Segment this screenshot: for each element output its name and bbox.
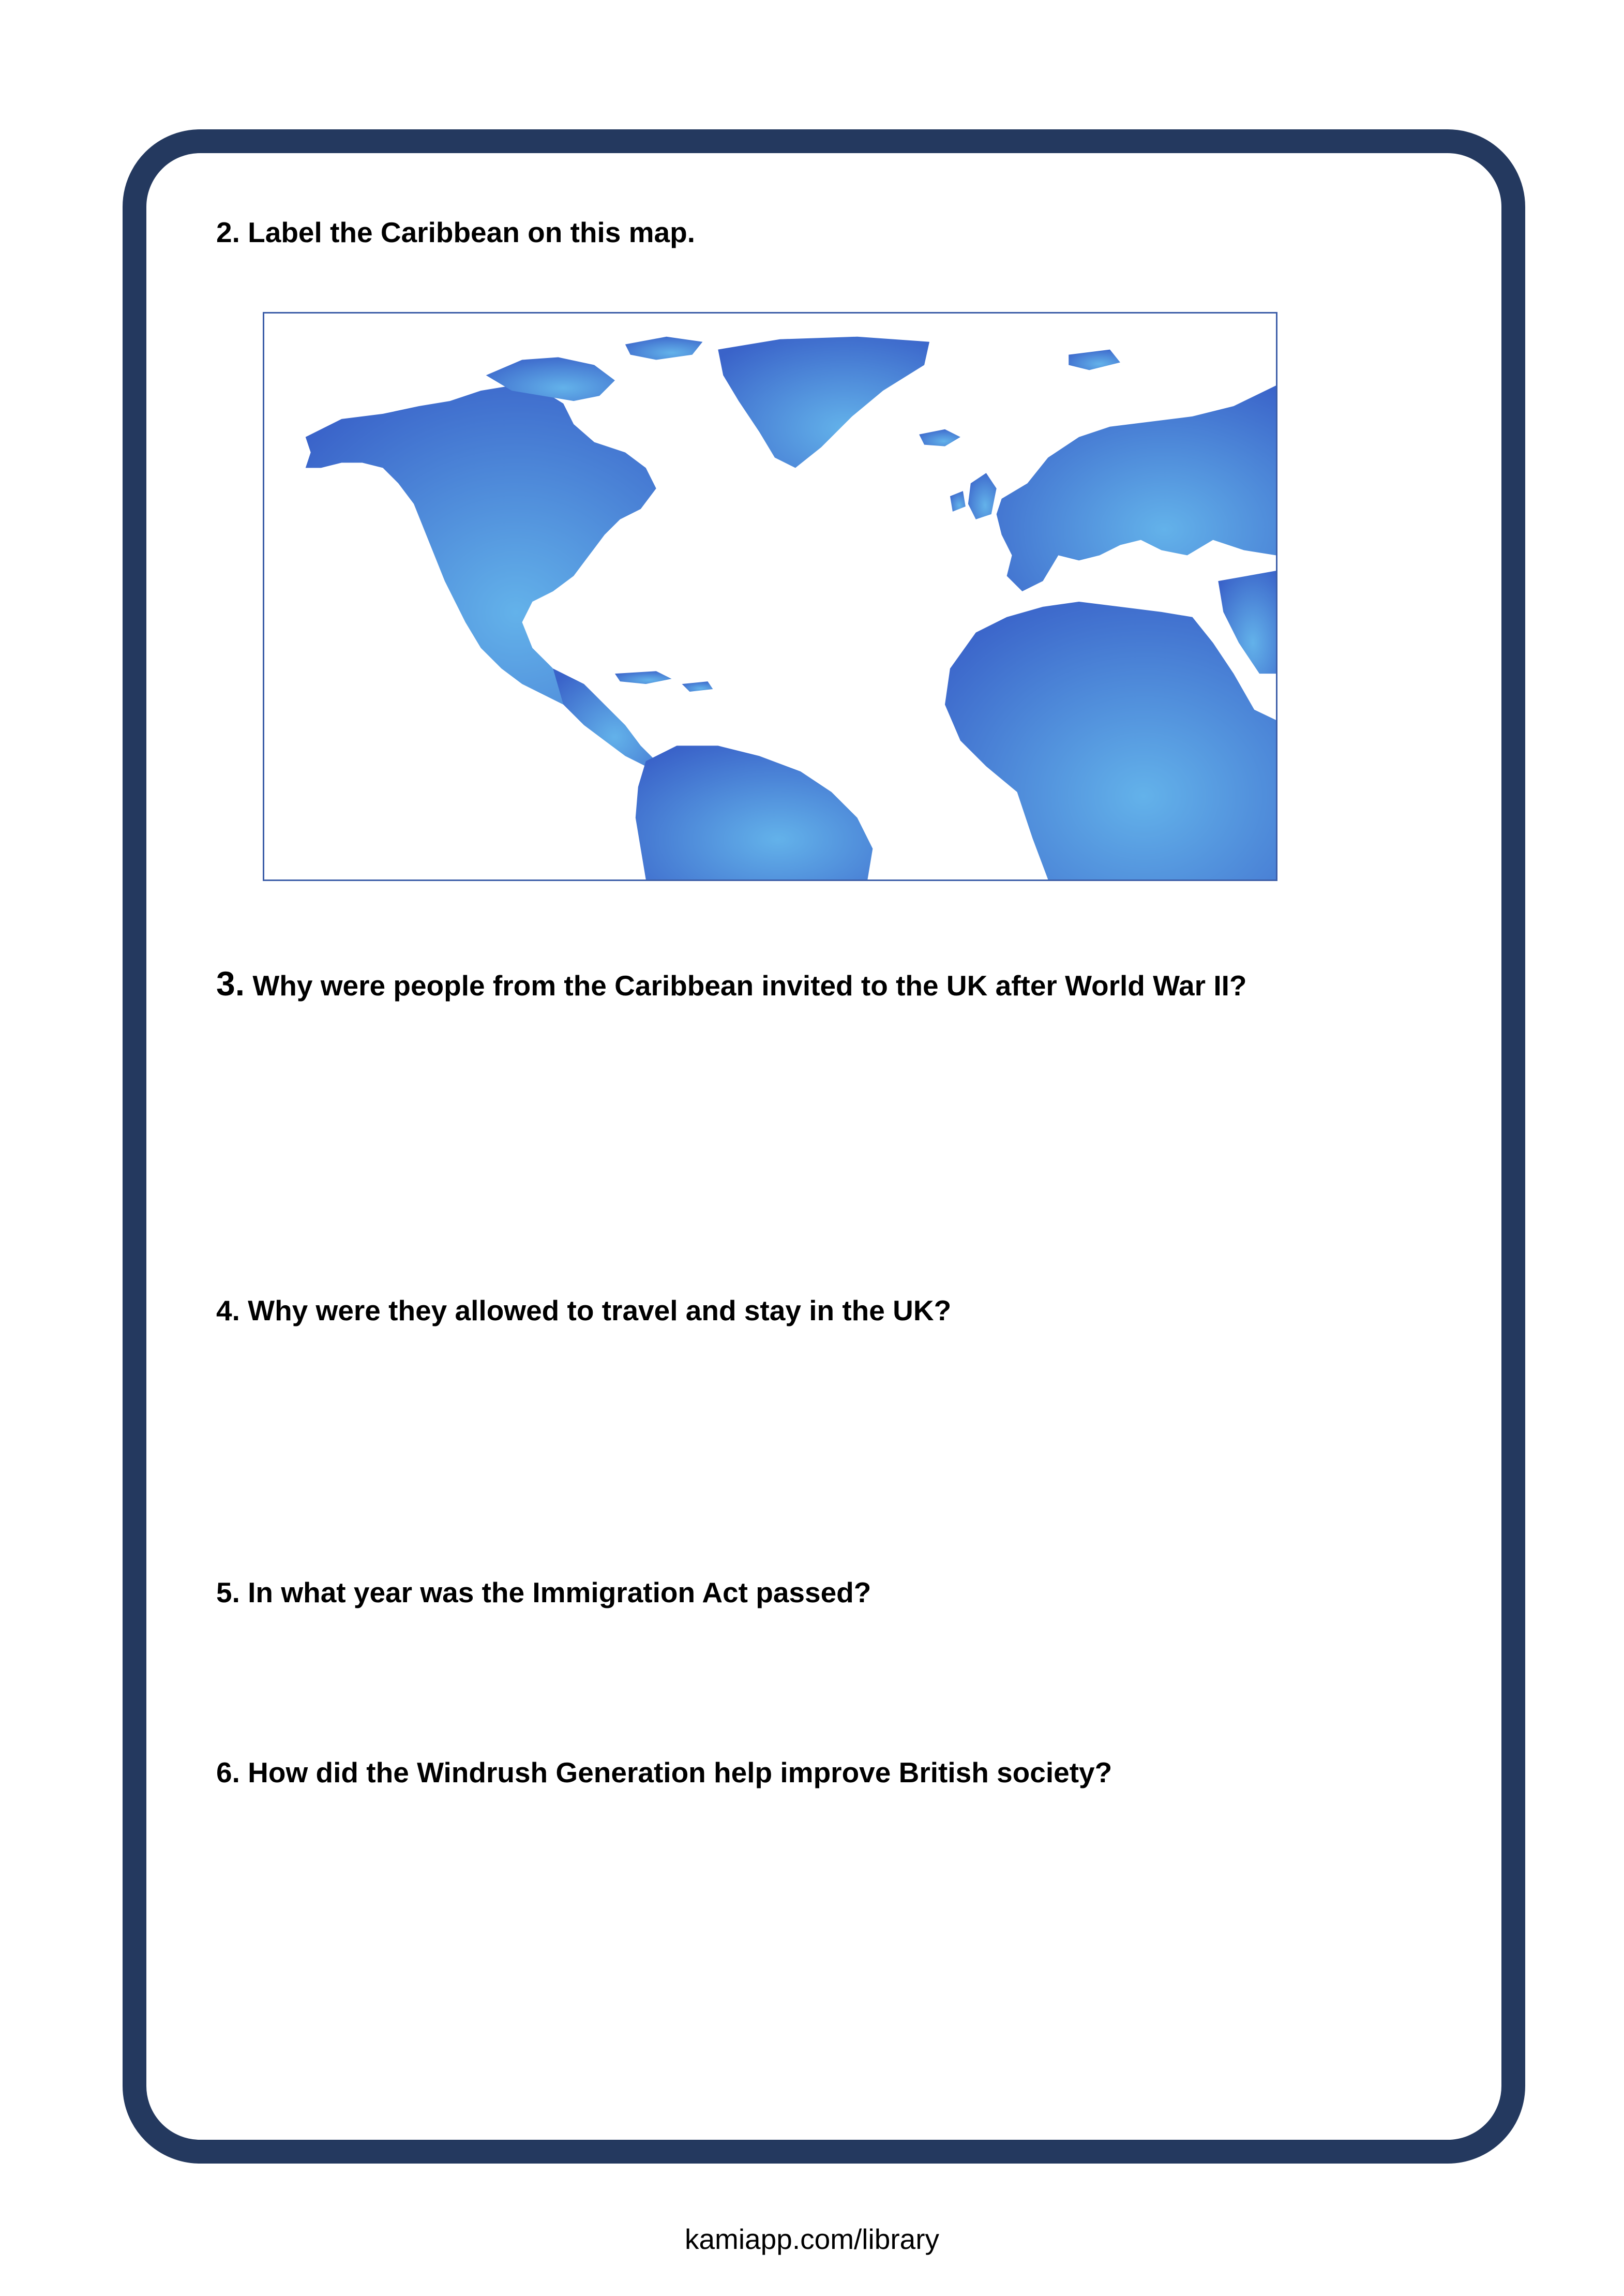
question-4 <box>216 1293 951 1328</box>
iceland-landmass <box>919 429 960 446</box>
question-2-number: 2. <box>216 216 240 248</box>
question-3-number: 3. <box>216 964 245 1003</box>
question-3 <box>216 963 1246 1004</box>
question-3-text: Why were people from the Caribbean invited to the UK after World War II? <box>245 970 1247 1002</box>
south-america-landmass <box>636 746 873 879</box>
question-5-number: 5. <box>216 1576 240 1608</box>
middle-east-landmass <box>1218 571 1276 674</box>
africa-landmass <box>945 602 1276 879</box>
question-4-number: 4. <box>216 1294 240 1326</box>
europe-landmass <box>997 385 1276 591</box>
british-isles-landmass <box>968 473 997 519</box>
question-5 <box>216 1575 871 1609</box>
question-5-text: In what year was the Immigration Act passed? <box>239 1576 871 1608</box>
greenland-landmass <box>718 337 929 468</box>
world-map-graphic <box>264 314 1276 879</box>
question-6-number: 6. <box>216 1756 240 1788</box>
footer-link[interactable]: kamiapp.com/library <box>684 2223 940 2255</box>
question-6-text: How did the Windrush Generation help improve British society? <box>239 1756 1112 1788</box>
north-america-landmass <box>306 385 656 710</box>
question-2 <box>216 215 695 249</box>
question-6 <box>216 1755 1112 1790</box>
world-map <box>263 312 1277 881</box>
caribbean-islands <box>615 671 672 684</box>
question-2-text: Label the Caribbean on this map. <box>239 216 696 248</box>
question-4-text: Why were they allowed to travel and stay in the UK? <box>239 1294 952 1326</box>
